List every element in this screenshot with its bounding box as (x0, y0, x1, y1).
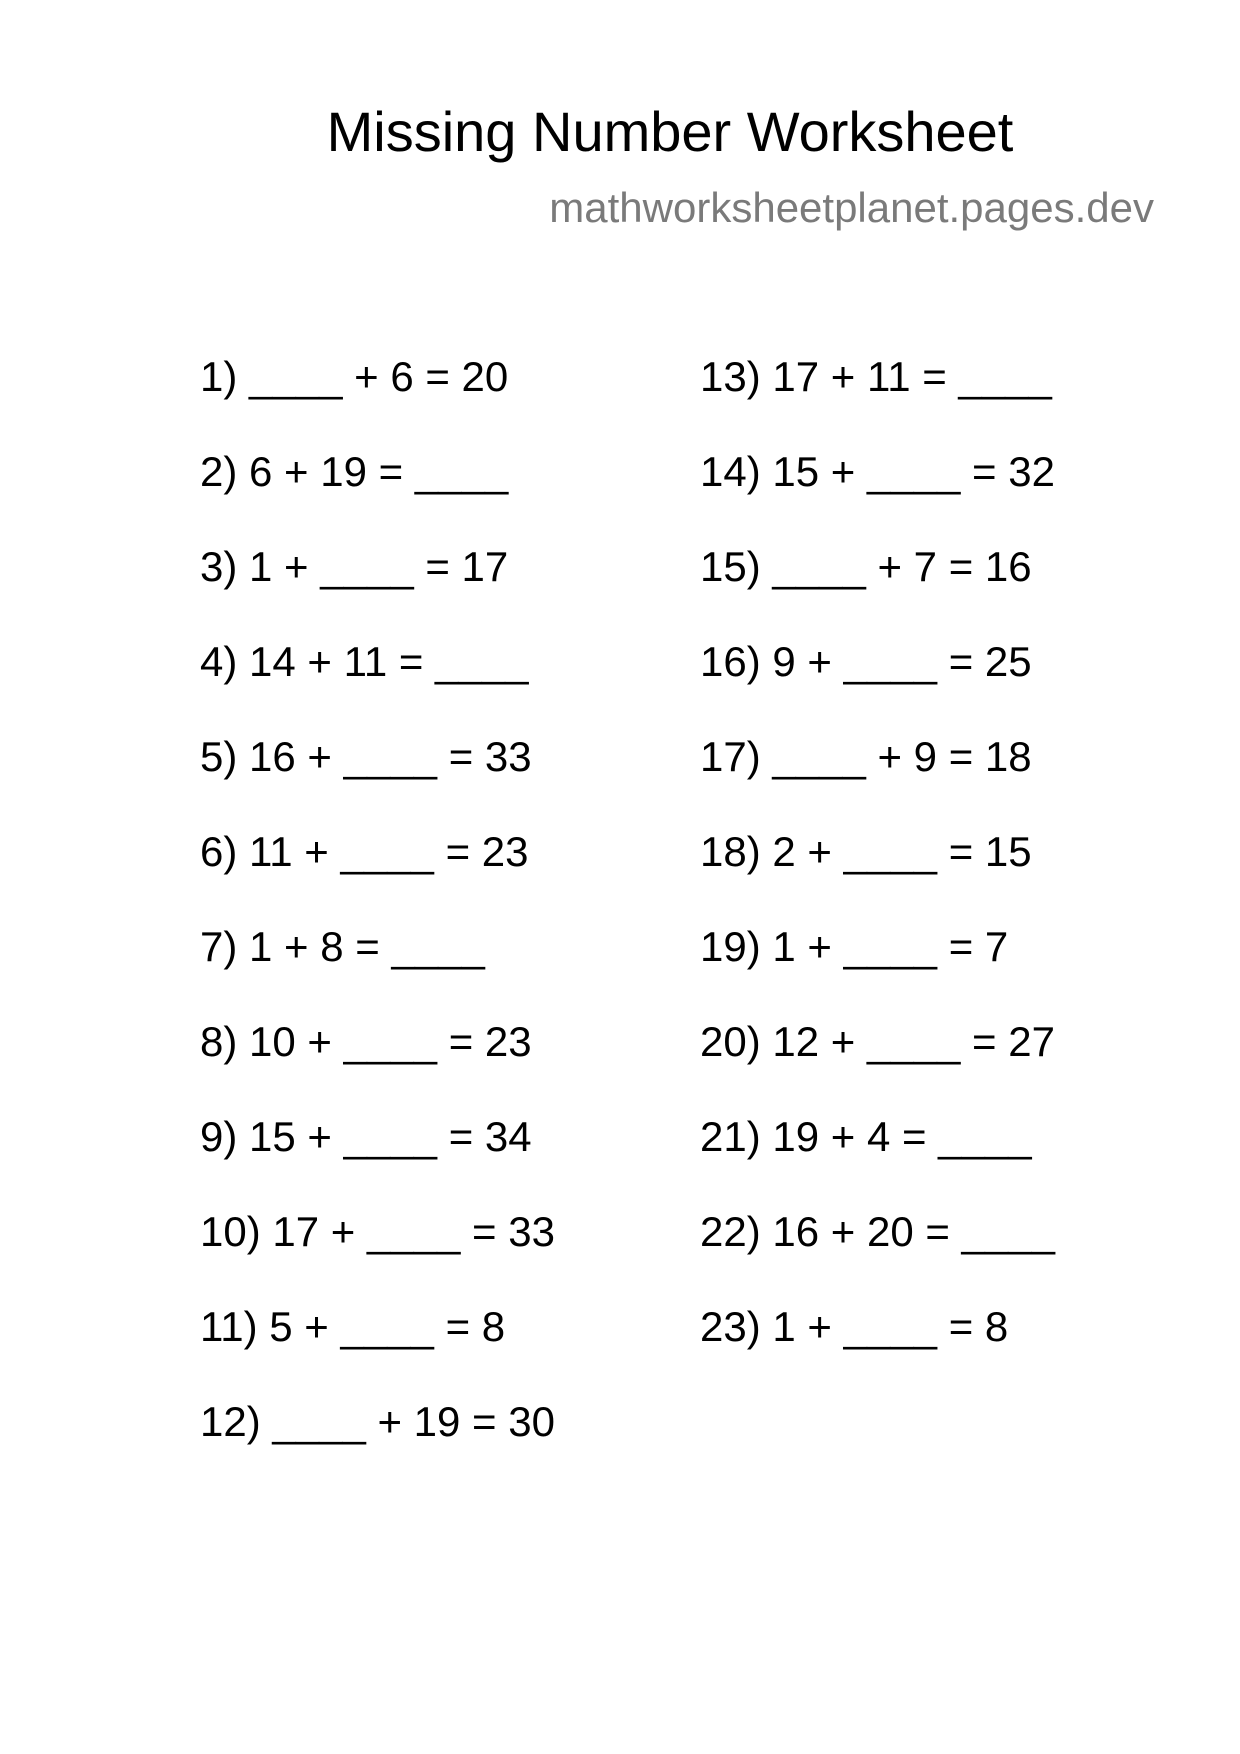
problem-8: 8) 10 + ____ = 23 (200, 1018, 532, 1065)
problem-20: 20) 12 + ____ = 27 (700, 1018, 1055, 1065)
problem-7: 7) 1 + 8 = ____ (200, 923, 485, 970)
problem-10: 10) 17 + ____ = 33 (200, 1208, 555, 1255)
problem-3: 3) 1 + ____ = 17 (200, 543, 509, 590)
worksheet-source: mathworksheetplanet.pages.dev (549, 184, 1154, 231)
problem-4: 4) 14 + 11 = ____ (200, 638, 529, 685)
problem-15: 15) ____ + 7 = 16 (700, 543, 1032, 590)
problem-1: 1) ____ + 6 = 20 (200, 353, 509, 400)
problem-13: 13) 17 + 11 = ____ (700, 353, 1052, 400)
problem-6: 6) 11 + ____ = 23 (200, 828, 529, 875)
problems-right-column (700, 346, 1055, 1391)
problems-left-column (200, 346, 555, 1486)
problem-5: 5) 16 + ____ = 33 (200, 733, 532, 780)
problem-17: 17) ____ + 9 = 18 (700, 733, 1032, 780)
problem-16: 16) 9 + ____ = 25 (700, 638, 1032, 685)
problem-9: 9) 15 + ____ = 34 (200, 1113, 532, 1160)
worksheet-title: Missing Number Worksheet (326, 100, 1014, 163)
problem-21: 21) 19 + 4 = ____ (700, 1113, 1032, 1160)
problem-18: 18) 2 + ____ = 15 (700, 828, 1032, 875)
problem-22: 22) 16 + 20 = ____ (700, 1208, 1055, 1255)
problem-19: 19) 1 + ____ = 7 (700, 923, 1009, 970)
problem-11: 11) 5 + ____ = 8 (200, 1303, 506, 1350)
problem-2: 2) 6 + 19 = ____ (200, 448, 509, 495)
problem-14: 14) 15 + ____ = 32 (700, 448, 1055, 495)
problem-12: 12) ____ + 19 = 30 (200, 1398, 555, 1445)
problem-23: 23) 1 + ____ = 8 (700, 1303, 1009, 1350)
